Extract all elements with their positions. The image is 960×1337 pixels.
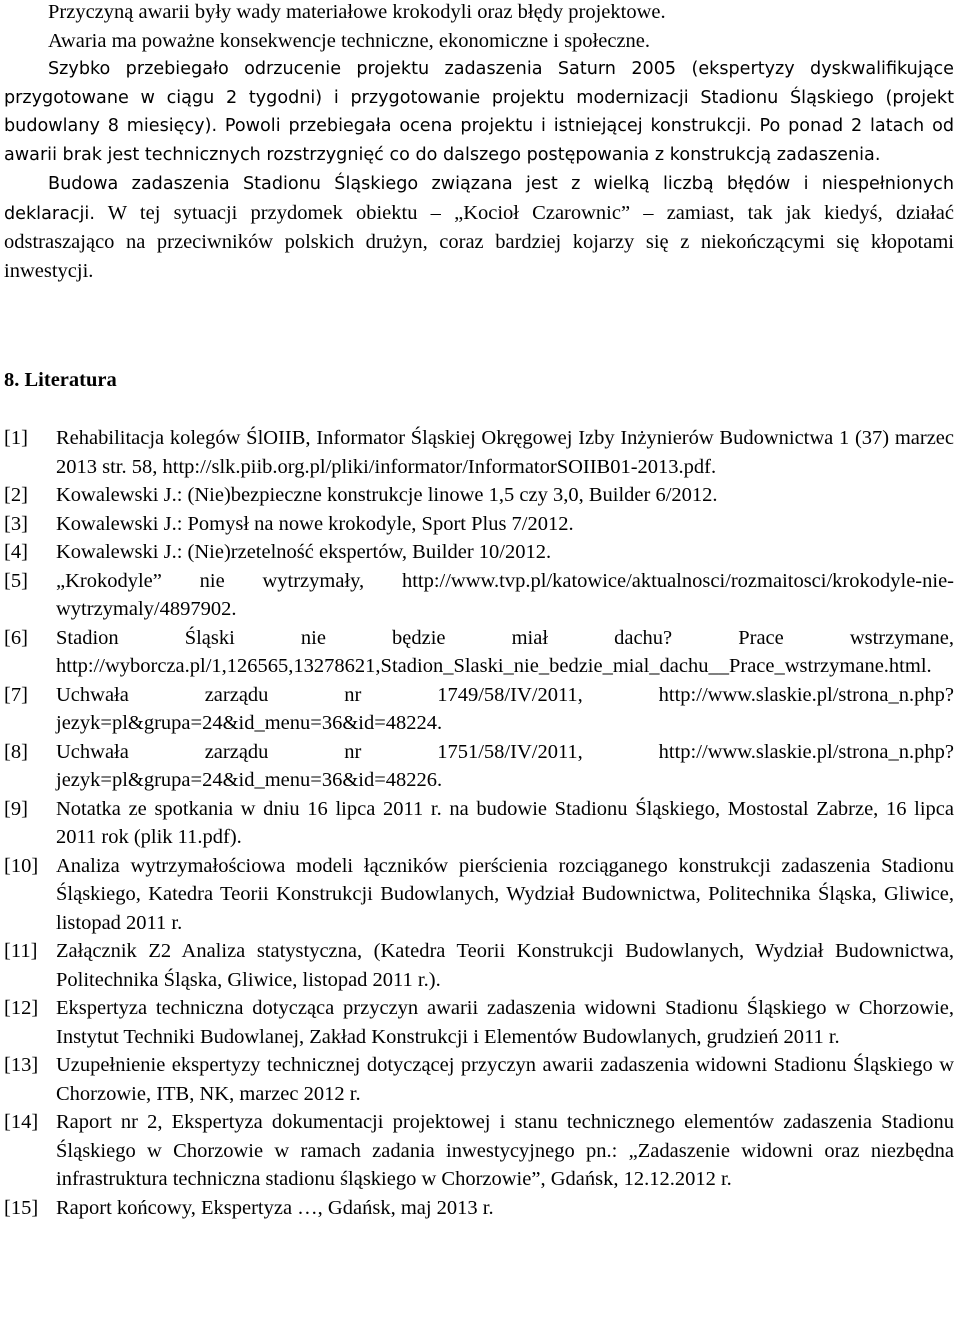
reference-item [4, 481, 954, 510]
reference-text: Ekspertyza techniczna dotycząca przyczyn awarii zadaszenia widowni Stadionu Śląskiego w Chorzowie, Instytut Techniki Budowlanej, Zakład Konstrukcji i Elementów Budowlanych, grudzień 2011 r. [56, 997, 954, 1048]
section-heading: 8. Literatura [4, 369, 117, 391]
reference-text: Raport końcowy, Ekspertyza …, Gdańsk, maj 2013 r. [56, 1196, 494, 1219]
reference-number: [5] [4, 569, 28, 592]
reference-number: [3] [4, 512, 28, 535]
reference-item [4, 681, 954, 738]
reference-number: [4] [4, 541, 28, 563]
text-run: W tej sytuacji przydomek obiektu – „Kocioł Czarownic” – zamiast, tak jak kiedyś, działać odstraszająco na przeciwników polskich drużyn, coraz bardziej kojarzy się z niekończącymi się kłopotami inwestycji. [4, 201, 954, 282]
reference-item [4, 538, 954, 567]
reference-item [4, 424, 954, 481]
paragraph-consequences [4, 27, 954, 56]
reference-item [4, 1194, 954, 1223]
reference-number: [12] [4, 997, 39, 1019]
reference-number: [14] [4, 1111, 39, 1133]
reference-item [4, 795, 954, 852]
reference-list [4, 424, 954, 1222]
reference-text: Uzupełnienie ekspertyzy technicznej dotyczącej przyczyn awarii zadaszenia widowni Stadionu Śląskiego w Chorzowie, ITB, NK, marzec 2012 r. [56, 1054, 954, 1105]
reference-number: [7] [4, 683, 28, 706]
reference-text: Załącznik Z2 Analiza statystyczna, (Katedra Teorii Konstrukcji Budowlanych, Wydział Budownictwa, Politechnika Śląska, Gliwice, listopad 2011 r.). [56, 940, 954, 991]
reference-item [4, 1051, 954, 1108]
text-run: Przyczyną awarii były wady materiałowe krokodyli oraz błędy projektowe. [48, 1, 666, 23]
reference-item [4, 937, 954, 994]
text-run: Awaria ma poważne konsekwencje techniczne, ekonomiczne i społeczne. [48, 29, 651, 52]
reference-number: [8] [4, 740, 28, 763]
reference-item [4, 510, 954, 539]
reference-number: [1] [4, 427, 28, 449]
paragraph-summary [4, 169, 954, 285]
reference-item [4, 738, 954, 795]
reference-text: Notatka ze spotkania w dniu 16 lipca 2011 r. na budowie Stadionu Śląskiego, Mostostal Zabrze, 16 lipca 2011 rok (plik 11.pdf). [56, 797, 954, 848]
paragraph-progress [4, 55, 954, 169]
reference-number: [2] [4, 484, 28, 506]
reference-text: Stadion Śląski nie będzie miał dachu? Prace wstrzymane, http://wyborcza.pl/1,126565,13278621,Stadion_Slaski_nie_bedzie_mial_dachu__Prace_wstrzymane.html. [56, 626, 954, 677]
reference-text: Rehabilitacja kolegów ŚlOIIB, Informator Śląskiej Okręgowej Izby Inżynierów Budownictwa 1 (37) marzec 2013 str. 58, http://slk.piib.org.pl/pliki/informator/InformatorSOIIB01-2013.pdf. [56, 427, 954, 478]
reference-number: [6] [4, 626, 28, 649]
reference-text: Analiza wytrzymałościowa modeli łączników pierścienia rozciąganego konstrukcji zadaszenia Stadionu Śląskiego, Katedra Teorii Konstrukcji Budowlanych, Wydział Budownictwa, Politechnika Śląska, Gliwice, listopad 2011 r. [56, 854, 954, 934]
reference-text: Kowalewski J.: (Nie)bezpieczne konstrukcje linowe 1,5 czy 3,0, Builder 6/2012. [56, 484, 718, 506]
reference-item [4, 1108, 954, 1194]
reference-number: [13] [4, 1054, 39, 1076]
text-run: Budowa zadaszenia Stadionu Śląskiego związana jest z wielką liczbą błędów i niespełnionych deklaracji. [4, 174, 954, 224]
reference-text: Kowalewski J.: Pomysł na nowe krokodyle, Sport Plus 7/2012. [56, 512, 574, 535]
reference-number: [10] [4, 854, 39, 877]
reference-number: [15] [4, 1196, 39, 1219]
reference-number: [9] [4, 797, 28, 820]
reference-text: Uchwała zarządu nr 1751/58/IV/2011, http://www.slaskie.pl/strona_n.php?jezyk=pl&grupa=24&id_menu=36&id=48226. [56, 740, 954, 791]
reference-text: Uchwała zarządu nr 1749/58/IV/2011, http://www.slaskie.pl/strona_n.php?jezyk=pl&grupa=24&id_menu=36&id=48224. [56, 683, 954, 734]
reference-text: „Krokodyle” nie wytrzymały, http://www.tvp.pl/katowice/aktualnosci/rozmaitosci/krokodyle-nie-wytrzymaly/4897902. [56, 569, 954, 620]
reference-number: [11] [4, 940, 38, 962]
reference-item [4, 567, 954, 624]
text-run: Szybko przebiegało odrzucenie projektu zadaszenia Saturn 2005 (ekspertyzy dyskwalifikujące przygotowane w ciągu 2 tygodni) i przygotowanie projektu modernizacji Stadionu Śląskiego (projekt budowlany 8 miesięcy). Powoli przebiegała ocena projektu i istniejącej konstrukcji. Po ponad 2 latach od awarii brak jest technicznych rozstrzygnięć co do dalszego postępowania z konstrukcją zadaszenia. [4, 59, 954, 165]
body-text [4, 0, 954, 285]
reference-text: Raport nr 2, Ekspertyza dokumentacji projektowej i stanu technicznego elementów zadaszenia Stadionu Śląskiego w Chorzowie w ramach zadania inwestycyjnego pn.: „Zadaszenie widowni oraz niezbędna infrastruktura techniczna stadionu śląskiego w Chorzowie”, Gdańsk, 12.12.2012 r. [56, 1111, 954, 1190]
reference-item [4, 624, 954, 681]
paragraph-cause [4, 0, 954, 27]
reference-item [4, 852, 954, 938]
reference-item [4, 994, 954, 1051]
reference-text: Kowalewski J.: (Nie)rzetelność ekspertów, Builder 10/2012. [56, 541, 552, 563]
